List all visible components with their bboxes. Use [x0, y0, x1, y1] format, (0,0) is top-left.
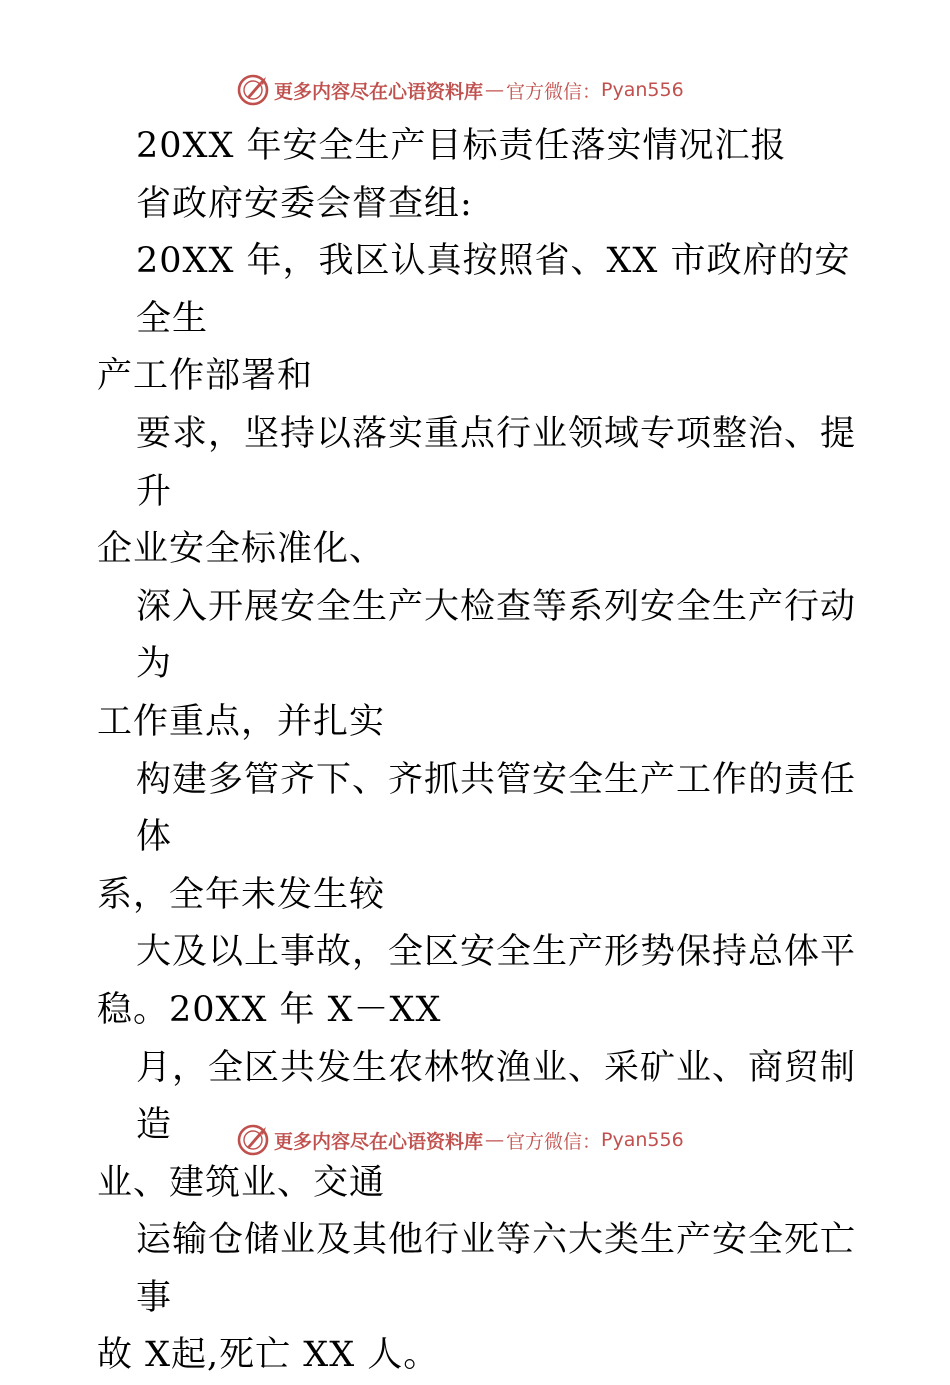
body-line: 产工作部署和	[97, 356, 314, 397]
document-body	[97, 118, 857, 1385]
body-line: 20XX 年，我区认真按照省、XX 市政府的安全生	[136, 241, 851, 339]
quill-logo-icon	[236, 1123, 270, 1157]
footer-watermark	[236, 1123, 684, 1157]
body-line: 月，全区共发生农林牧渔业、采矿业、商贸制造	[136, 1047, 857, 1146]
body-line: 运输仓储业及其他行业等六大类生产安全死亡事	[136, 1220, 857, 1318]
body-line: 工作重点，并扎实	[97, 701, 386, 742]
watermark-wechat-id: Pyan556	[601, 1129, 684, 1151]
watermark-dash: —	[485, 1129, 505, 1151]
watermark-text: 更多内容尽在心语资料库	[274, 80, 484, 103]
watermark-official-label: 官方微信：	[506, 1130, 602, 1153]
watermark-official-label: 官方微信：	[506, 80, 602, 103]
document-salutation: 省政府安委会督查组:	[136, 183, 473, 224]
body-line: 业、建筑业、交通	[97, 1162, 386, 1203]
body-line: 深入开展安全生产大检查等系列安全生产行动为	[136, 586, 857, 685]
header-watermark	[236, 73, 684, 107]
watermark-text: 更多内容尽在心语资料库	[274, 1130, 484, 1153]
body-line: 要求，坚持以落实重点行业领域专项整治、提升	[136, 413, 857, 512]
watermark-wechat-id: Pyan556	[601, 79, 684, 101]
body-line: 故 X起,死亡 XX 人。	[97, 1335, 440, 1376]
body-line: 构建多管齐下、齐抓共管安全生产工作的责任体	[136, 759, 857, 858]
body-line: 稳。20XX 年 X－XX	[97, 989, 442, 1030]
body-line: 系，全年未发生较	[97, 874, 386, 915]
document-title: 20XX 年安全生产目标责任落实情况汇报	[136, 126, 787, 166]
body-line: 企业安全标准化、	[97, 529, 386, 570]
quill-logo-icon	[236, 73, 270, 107]
watermark-dash: —	[485, 79, 505, 101]
body-line: 大及以上事故，全区安全生产形势保持总体平	[136, 932, 857, 973]
